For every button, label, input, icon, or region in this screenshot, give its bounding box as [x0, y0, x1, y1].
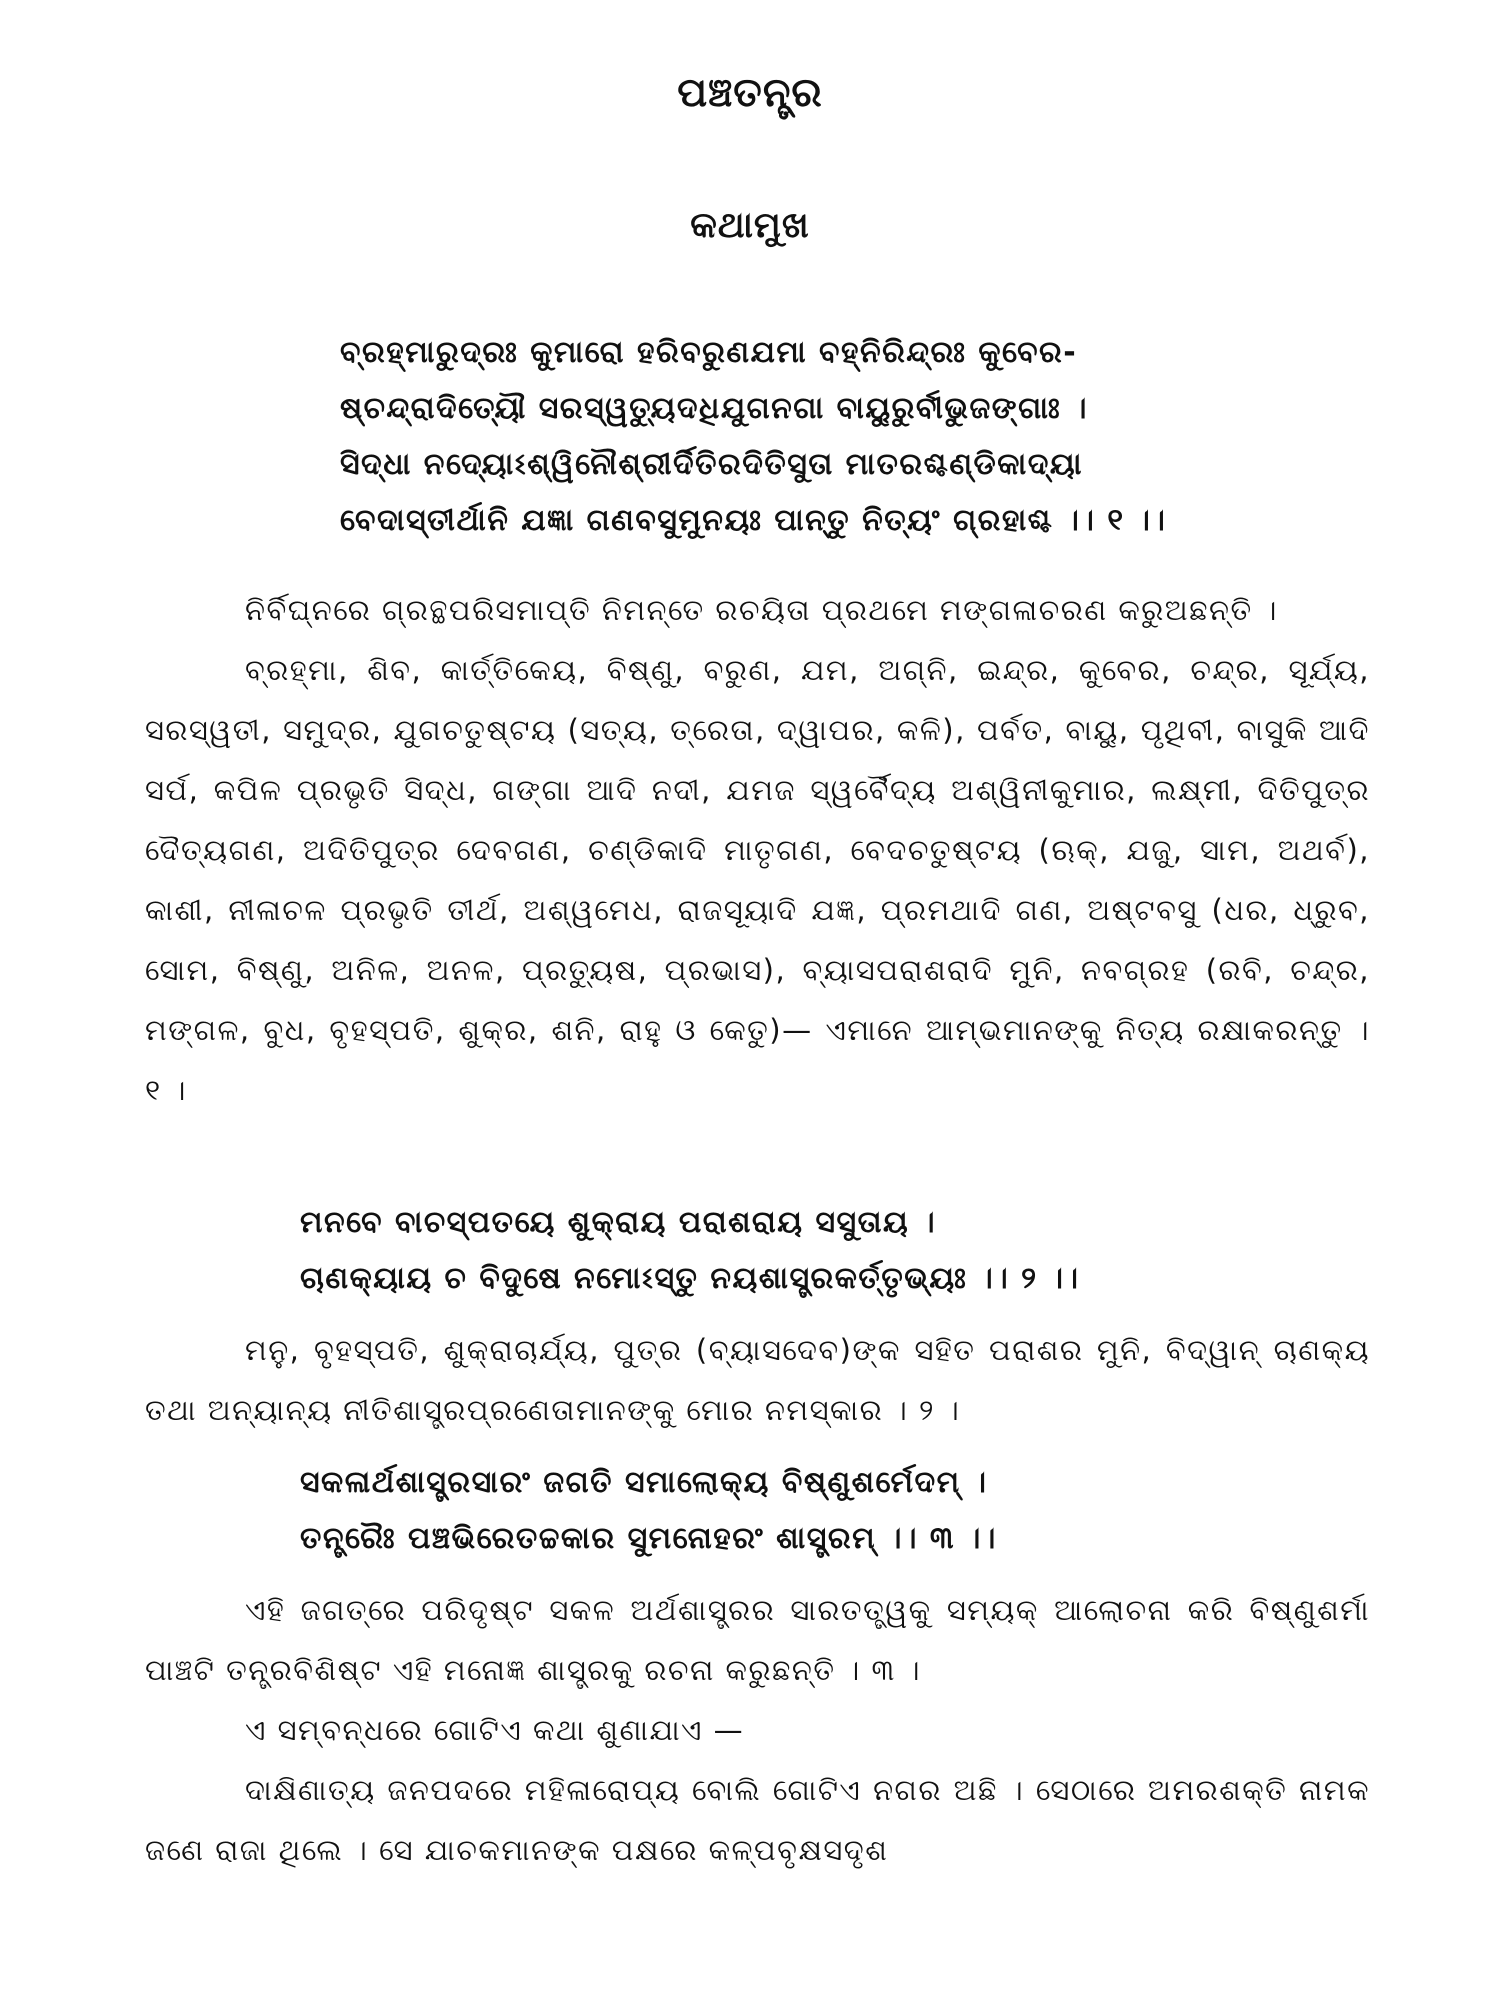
verse-line: ବ୍ରହ୍ମାରୁଦ୍ରଃ କୁମାରୋ ହରିବରୁଣଯମା ବହ୍ନିରିନ୍ଦ୍ରଃ କୁବେର- [340, 335, 1078, 370]
verse-line: ତନ୍ତ୍ରୈଃ ପଞ୍ଚଭିରେତଚ୍ଚକାର ସୁମନୋହରଂ ଶାସ୍ତ୍ରମ୍ ।। ୩ ।। [300, 1521, 997, 1556]
verse-line: ବେଦାସ୍ତୀର୍ଥାନି ଯଜ୍ଞା ଗଣବସୁମୁନୟଃ ପାନ୍ତୁ ନିତ୍ୟଂ ଗ୍ରହାଶ୍ଚ ।। ୧ ।। [340, 503, 1167, 538]
page-title: ପଞ୍ଚତନ୍ତ୍ର [677, 70, 823, 116]
verse-2 [300, 1195, 1300, 1307]
paragraph: ଦାକ୍ଷିଣାତ୍ୟ ଜନପଦରେ ମହିଳାରୋପ୍ୟ ବୋଲି ଗୋଟିଏ ନଗର ଅଛି । ସେଠାରେ ଅମରଶକ୍ତି ନାମକ ଜଣେ ରାଜା ଥିଲେ । ସେ ଯାଚକମାନଙ୍କ ପକ୍ଷରେ କଳ୍ପବୃକ୍ଷସଦୃଶ [145, 1773, 1370, 1867]
paragraph: ଏହି ଜଗତ୍‌ରେ ପରିଦୃଷ୍ଟ ସକଳ ଅର୍ଥଶାସ୍ତ୍ରର ସାରତତ୍ତ୍ୱକୁ ସମ୍ୟକ୍ ଆଲୋଚନା କରି ବିଷ୍ଣୁଶର୍ମା ପାଞ୍ଚଟି ତନ୍ତ୍ରବିଶିଷ୍ଟ ଏହି ମନୋଜ୍ଞ ଶାସ୍ତ୍ରକୁ ରଚନା କରୁଛନ୍ତି । ୩ । [145, 1593, 1370, 1687]
verse-3 [300, 1455, 1300, 1567]
paragraph: ମନୁ, ବୃହସ୍ପତି, ଶୁକ୍ରାଚାର୍ଯ୍ୟ, ପୁତ୍ର (ବ୍ୟାସଦେବ)ଙ୍କ ସହିତ ପରାଶର ମୁନି, ବିଦ୍ୱାନ୍ ଚାଣକ୍ୟ ତଥା ଅନ୍ୟାନ୍ୟ ନୀତିଶାସ୍ତ୍ରପ୍ରଣେତାମାନଙ୍କୁ ମୋର ନମସ୍କାର । ୨ । [145, 1333, 1370, 1427]
verse-line: ସକଳାର୍ଥଶାସ୍ତ୍ରସାରଂ ଜଗତି ସମାଲୋକ୍ୟ ବିଷ୍ଣୁଶର୍ମେଦମ୍ । [300, 1465, 988, 1500]
verse-line: ମନବେ ବାଚସ୍ପତୟେ ଶୁକ୍ରାୟ ପରାଶରାୟ ସସୁତାୟ । [300, 1205, 937, 1240]
commentary-3 [145, 1580, 1370, 1880]
verse-line: ସିଦ୍ଧା ନଦ୍ୟୋଽଶ୍ୱିନୌଶ୍ରୀର୍ଦିତିରଦିତିସୁତା ମାତରଶ୍ଚଣ୍ଡିକାଦ୍ୟା [340, 447, 1083, 482]
chapter-title: କଥାମୁଖ [690, 205, 810, 246]
paragraph: ନିର୍ବିଘ୍ନରେ ଗ୍ରନ୍ଥପରିସମାପ୍ତି ନିମନ୍ତେ ରଚୟିତା ପ୍ରଥମେ ମଙ୍ଗଳାଚରଣ କରୁଅଛନ୍ତି । [245, 593, 1278, 627]
paragraph: ଏ ସମ୍ବନ୍ଧରେ ଗୋଟିଏ କଥା ଶୁଣାଯାଏ — [245, 1713, 745, 1747]
paragraph: ବ୍ରହ୍ମା, ଶିବ, କାର୍ତ୍ତିକେୟ, ବିଷ୍ଣୁ, ବରୁଣ, ଯମ, ଅଗ୍ନି, ଇନ୍ଦ୍ର, କୁବେର, ଚନ୍ଦ୍ର, ସୂର୍ଯ୍ୟ, ସରସ୍ୱତୀ, ସମୁଦ୍ର, ଯୁଗଚତୁଷ୍ଟୟ (ସତ୍ୟ, ତ୍ରେତା, ଦ୍ୱାପର, କଳି), ପର୍ବତ, ବାୟୁ, ପୃଥିବୀ, ବାସୁକି ଆଦି ସର୍ପ, କପିଳ ପ୍ରଭୃତି ସିଦ୍ଧ, ଗଙ୍ଗା ଆଦି ନଦୀ, ଯମଜ ସ୍ୱର୍ବୈଦ୍ୟ ଅଶ୍ୱିନୀକୁମାର, ଲକ୍ଷ୍ମୀ, ଦିତିପୁତ୍ର ଦୈତ୍ୟଗଣ, ଅଦିତିପୁତ୍ର ଦେବଗଣ, ଚଣ୍ଡିକାଦି ମାତୃଗଣ, ବେଦଚତୁଷ୍ଟୟ (ଋକ୍, ଯଜୁ, ସାମ, ଅଥର୍ବ), କାଶୀ, ନୀଳାଚଳ ପ୍ରଭୃତି ତୀର୍ଥ, ଅଶ୍ୱମେଧ, ରାଜସୂୟାଦି ଯଜ୍ଞ, ପ୍ରମଥାଦି ଗଣ, ଅଷ୍ଟବସୁ (ଧର, ଧ୍ରୁବ, ସୋମ, ବିଷ୍ଣୁ, ଅନିଳ, ଅନଳ, ପ୍ରତ୍ୟୁଷ, ପ୍ରଭାସ), ବ୍ୟାସପରାଶରାଦି ମୁନି, ନବଗ୍ରହ (ରବି, ଚନ୍ଦ୍ର, ମଙ୍ଗଳ, ବୁଧ, ବୃହସ୍ପତି, ଶୁକ୍ର, ଶନି, ରାହୁ ଓ କେତୁ)— ଏମାନେ ଆମ୍ଭମାନଙ୍କୁ ନିତ୍ୟ ରକ୍ଷାକରନ୍ତୁ । ୧ । [145, 653, 1370, 1107]
commentary-1 [145, 580, 1370, 1120]
verse-line: ଷ୍ଚନ୍ଦ୍ରାଦିତ୍ୟୌ ସରସ୍ୱତ୍ୟୁଦଧିଯୁଗନଗା ବାୟୁରୁର୍ବୀଭୁଜଙ୍ଗାଃ । [340, 391, 1089, 426]
verse-line: ଚାଣକ୍ୟାୟ ଚ ବିଦୁଷେ ନମୋଽସ୍ତୁ ନୟଶାସ୍ତ୍ରକର୍ତ୍ତୃଭ୍ୟଃ ।। ୨ ।। [300, 1261, 1080, 1296]
verse-1 [340, 325, 1340, 549]
commentary-2 [145, 1320, 1370, 1440]
